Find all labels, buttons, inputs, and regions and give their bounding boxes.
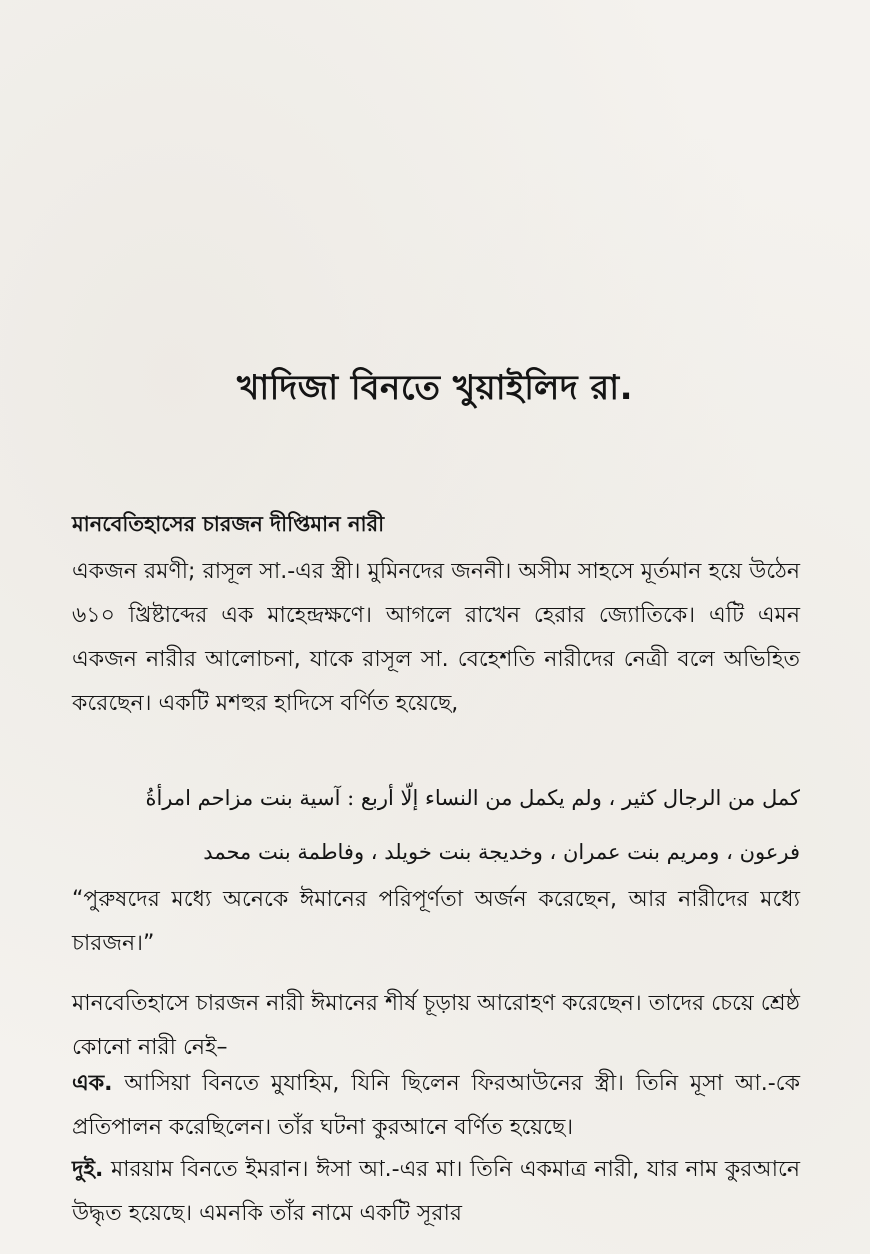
hadith-translation-quote: “পুরুষদের মধ্যে অনেকে ঈমানের পরিপূর্ণতা অর্জন করেছেন, আর নারীদের মধ্যে চারজন।” [72,887,800,956]
list-item-text: আসিয়া বিনতে মুযাহিম, যিনি ছিলেন ফিরআউনের স্ত্রী। তিনি মূসা আ.-কে প্রতিপালন করেছিলেন। তাঁর ঘটনা কুরআনে বর্ণিত হয়েছে। [72,1071,800,1140]
hadith-arabic-line-1: كمل من الرجال كثير ، ولم يكمل من النساء إلّا أربع : آسية بنت مزاحم امرأةُ [145,786,800,810]
list-item-number: দুই. [72,1157,104,1182]
chapter-title: খাদিজা বিনতে খুয়াইলিদ রা. [237,368,633,408]
list-item-asiya [72,1062,800,1150]
list-item-maryam [72,1148,800,1236]
section-heading: মানবেতিহাসের চারজন দীপ্তিমান নারী [72,512,385,536]
list-item-text: মারয়াম বিনতে ইমরান। ঈসা আ.-এর মা। তিনি একমাত্র নারী, যার নাম কুরআনে উদ্ধৃত হয়েছে। এমনকি তাঁর নামে একটি সূরার [72,1157,800,1226]
hadith-arabic-line-2: فرعون ، ومريم بنت عمران ، وخديجة بنت خويلد ، وفاطمة بنت محمد [203,840,800,864]
four-women-paragraph: মানবেতিহাসে চারজন নারী ঈমানের শীর্ষ চূড়ায় আরোহণ করেছেন। তাদের চেয়ে শ্রেষ্ঠ কোনো নারী নেই– [72,991,800,1060]
list-item-number: এক. [72,1071,113,1096]
intro-paragraph: একজন রমণী; রাসূল সা.-এর স্ত্রী। মুমিনদের জননী। অসীম সাহসে মূর্তমান হয়ে উঠেন ৬১০ খ্রিষ্টাব্দের এক মাহেন্দ্রক্ষণে। আগলে রাখেন হেরার জ্যোতিকে। এটি এমন একজন নারীর আলোচনা, যাকে রাসূল সা. বেহেশতি নারীদের নেত্রী বলে অভিহিত করেছেন। একটি মশহুর হাদিসে বর্ণিত হয়েছে, [72,559,800,716]
